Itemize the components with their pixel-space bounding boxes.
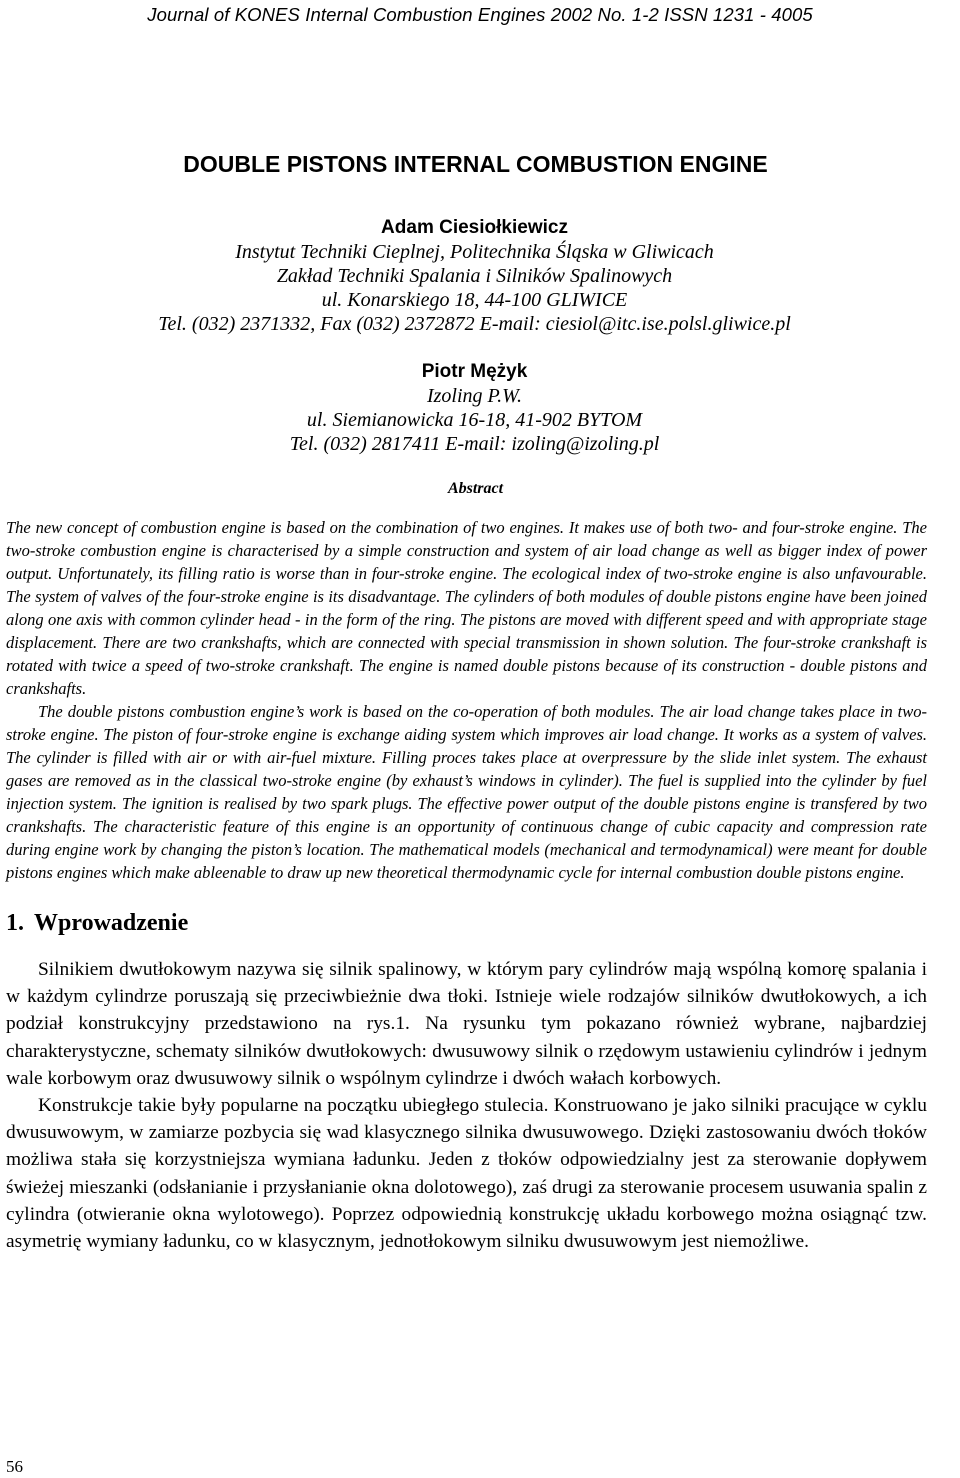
affiliation-line: Zakład Techniki Spalania i Silników Spalinowych <box>276 265 673 287</box>
section-heading <box>6 908 927 938</box>
journal-header: Journal of KONES Internal Combustion Engines 2002 No. 1-2 ISSN 1231 - 4005 <box>147 4 813 25</box>
affiliation-line: Izoling P.W. <box>426 385 523 407</box>
author-name: Adam Ciesiołkiewicz <box>381 217 568 238</box>
author-block-1 <box>6 216 927 336</box>
affiliation-line: ul. Konarskiego 18, 44-100 GLIWICE <box>321 289 628 311</box>
abstract-paragraph: The double pistons combustion engine’s work is based on the co-operation of both modules. The air load change takes place in two-stroke engine. The piston of four-stroke engine is exchange aiding system which improves air load change. It works as a system of valves. The cylinder is filled with air or with air-fuel mixture. Filling proces takes place at overpressure by the slide inlet system. The exhaust gases are removed as in the classical two-stroke engine (by exhaust’s windows in cylinder). The fuel is supplied into the cylinder by fuel injection system. The ignition is realised by two spark plugs. The effective power output of the double pistons engine is transfered by two crankshafts. The characteristic feature of this engine is an opportunity of continuous change of cubic capacity and compression rate during engine work by changing the piston’s location. The mathematical models (mechanical and termodynamical) were meant for double pistons engines which make ableenable to draw up new theoretical thermodynamic cycle for internal combustion double pistons engine. <box>6 702 927 882</box>
body-paragraph: Silnikiem dwutłokowym nazywa się silnik spalinowy, w którym pary cylindrów mają wspólną komorę spalania i w każdym cylindrze poruszają się przeciwbieżnie dwa tłoki. Istnieje wiele rodzajów silników dwutłokowych, a ich podział konstrukcyjny przedstawiono na rys.1. Na rysunku tym pokazano również wybrane, najbardziej charakterystyczne, schematy silników dwutłokowych: dwusuwowy silnik o rzędowym ustawieniu cylindrów i jednym wale korbowym oraz dwusuwowy silnik o wspólnym cylindrze i dwóch wałach korbowych. <box>6 959 927 1089</box>
abstract-heading: Abstract <box>447 480 504 497</box>
abstract-paragraph: The new concept of combustion engine is based on the combination of two engines. It makes use of both two- and four-stroke engine. The two-stroke combustion engine is characterised by a simple construction and system of air load change as well as bigger index of power output. Unfortunately, its filling ratio is worse than in four-stroke engine. The ecological index of two-stroke engine is also unfavourable. The system of valves of the four-stroke engine is its disadvantage. The cylinders of both modules of double pistons engine have been joined along one axis with common cylinder head - in the form of the ring. The pistons are moved with different speed and with appropriate stage displacement. There are two crankshafts, which are connected with special transmission in shown solution. The four-stroke crankshaft is rotated with twice a speed of two-stroke crankshaft. The engine is named double pistons because of its construction - double pistons and crankshafts. <box>6 518 927 698</box>
affiliation-line: ul. Siemianowicka 16-18, 41-902 BYTOM <box>306 409 643 431</box>
section-number: 1. <box>6 910 24 936</box>
author-name: Piotr Mężyk <box>421 361 528 382</box>
paper-page <box>6 150 927 1255</box>
section-title: Wprowadzenie <box>34 910 189 936</box>
paper-title: DOUBLE PISTONS INTERNAL COMBUSTION ENGINE <box>183 151 768 177</box>
page-number: 56 <box>6 1457 23 1476</box>
affiliation-line: Tel. (032) 2817411 E-mail: izoling@izoling.pl <box>289 433 660 455</box>
author-block-2 <box>6 360 927 456</box>
affiliation-line: Tel. (032) 2371332, Fax (032) 2372872 E-mail: ciesiol@itc.ise.polsl.gliwice.pl <box>158 313 791 335</box>
body-paragraph: Konstrukcje takie były popularne na początku ubiegłego stulecia. Konstruowano je jako silniki pracujące w cyklu dwusuwowym, w zamiarze pozbycia się wad klasycznego silnika dwusuwowego. Dzięki zastosowaniu dwóch tłoków możliwa stała się korzystniejsza wymiana ładunku. Jeden z tłoków odpowiedzialny jest za sterowanie dopływem świeżej mieszanki (odsłanianie i przysłanianie okna dolotowego), zaś drugi za sterowanie procesem usuwania spalin z cylindra (otwieranie okna wylotowego). Poprzez odpowiednią konstrukcję układu korbowego można osiągnąć tzw. asymetrię wymiany ładunku, co w klasycznym, jednotłokowym silniku dwusuwowym jest niemożliwe. <box>6 1095 927 1253</box>
affiliation-line: Instytut Techniki Cieplnej, Politechnika Śląska w Gliwicach <box>235 241 714 263</box>
